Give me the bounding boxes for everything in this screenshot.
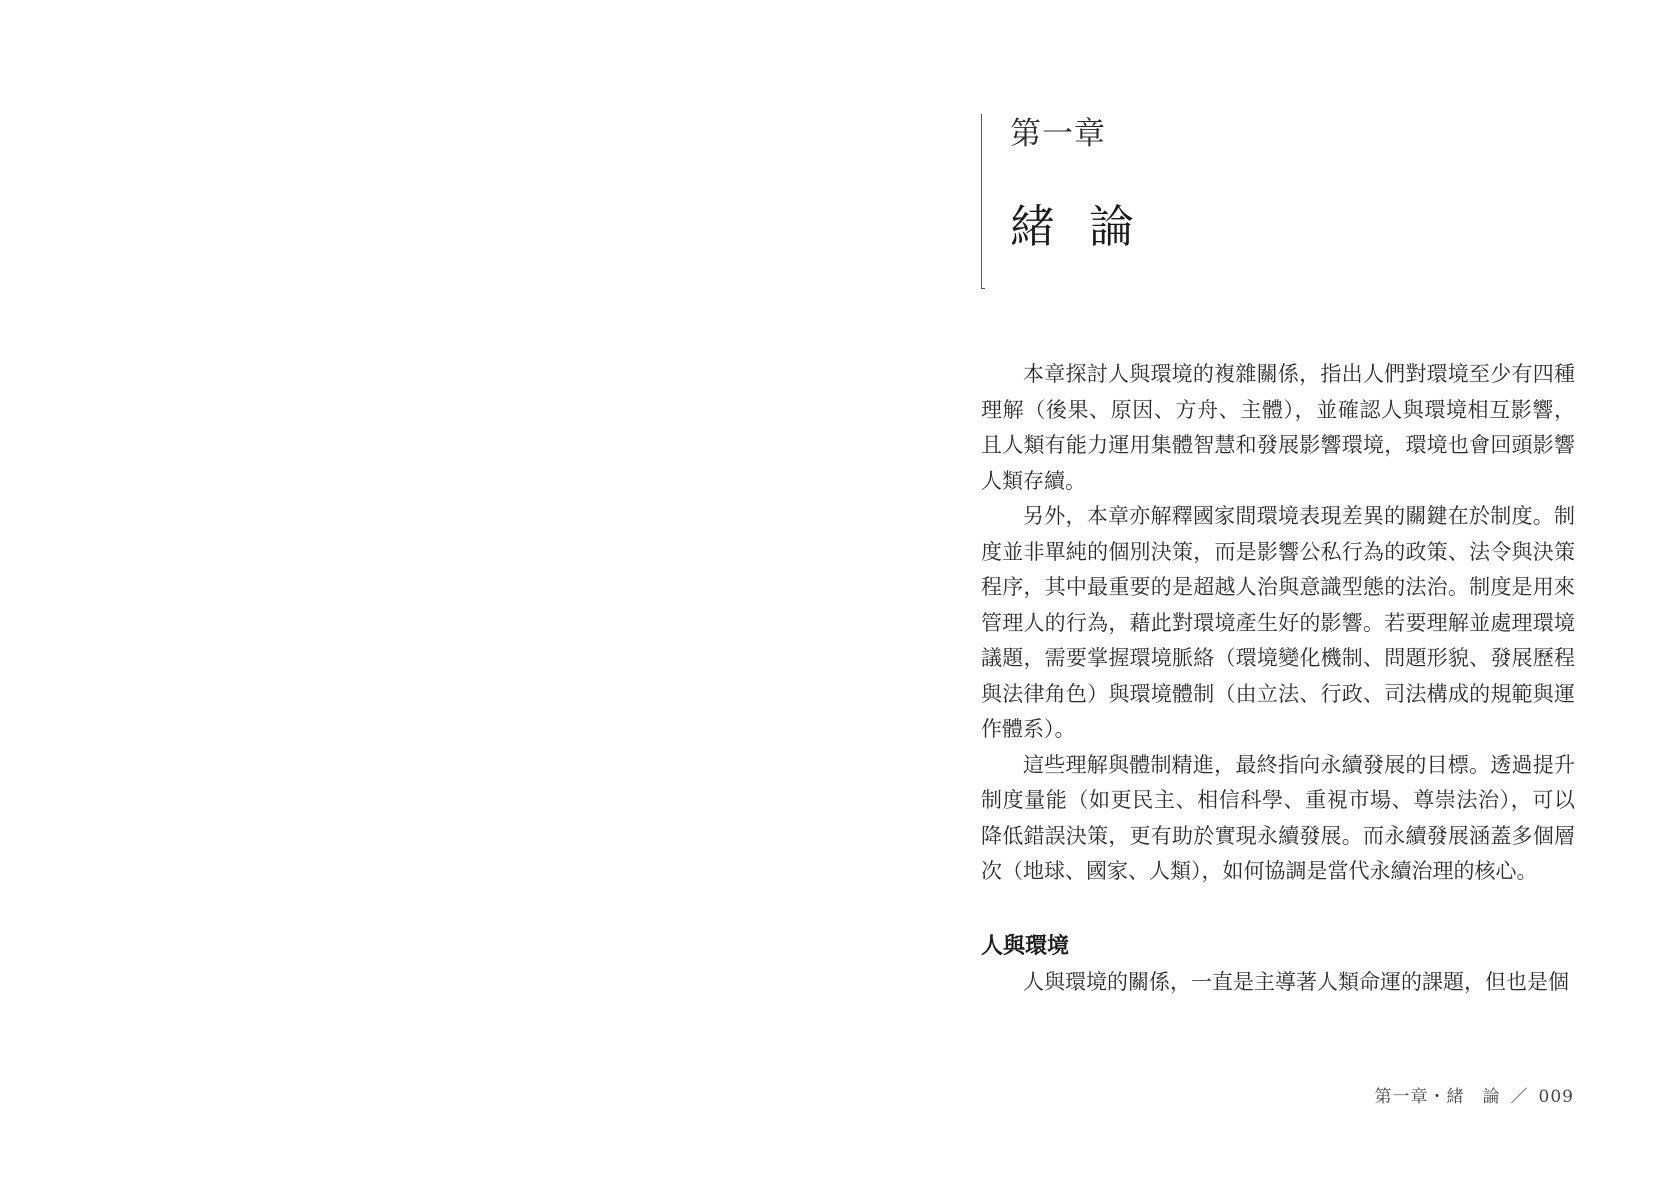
chapter-label: 第一章 (1010, 116, 1106, 152)
summary-paragraph-2: 另外，本章亦解釋國家間環境表現差異的關鍵在於制度。制度並非單純的個別決策，而是影響公私行為的政策、法令與決策程序，其中最重要的是超越人治與意識型態的法治。制度是用來管理人的行為，藉此對環境產生好的影響。若要理解並處理環境議題，需要掌握環境脈絡（環境變化機制、問題形貌、發展歷程與法律角色）與環境體制（由立法、行政、司法構成的規範與運作體系）。 (981, 504, 1575, 741)
chapter-summary (981, 357, 1575, 890)
section-first-paragraph: 人與環境的關係，一直是主導著人類命運的課題，但也是個 (1023, 970, 1569, 994)
footer-chapter: 第一章 (1374, 1087, 1429, 1107)
summary-paragraph-1: 本章探討人與環境的複雜關係，指出人們對環境至少有四種理解（後果、原因、方舟、主體），並確認人與環境相互影響，且人類有能力運用集體智慧和發展影響環境，環境也會回頭影響人類存續。 (981, 362, 1575, 493)
footer-dot: ・ (1428, 1087, 1447, 1107)
footer-title: 緒 論 (1446, 1087, 1501, 1107)
summary-paragraph-3: 這些理解與體制精進，最終指向永續發展的目標。透過提升制度量能（如更民主、相信科學、重視市場、尊崇法治），可以降低錯誤決策，更有助於實現永續發展。而永續發展涵蓋多個層次（地球、國家、人類），如何協調是當代永續治理的核心。 (981, 752, 1575, 883)
page-number: 009 (1538, 1087, 1574, 1107)
chapter-vertical-rule (981, 114, 982, 289)
section-heading: 人與環境 (981, 934, 1070, 959)
footer-slash: ／ (1510, 1087, 1529, 1107)
chapter-title: 緒論 (1010, 200, 1169, 253)
running-footer (1375, 1082, 1574, 1107)
chapter-rule-tick (981, 288, 985, 289)
